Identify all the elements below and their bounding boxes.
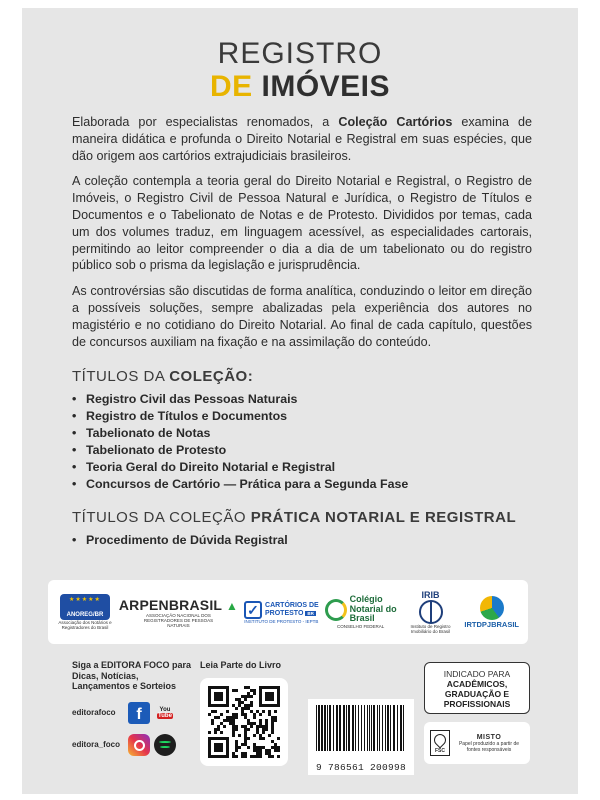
list-item: • Registro de Títulos e Documentos [72, 408, 578, 425]
list-item: • Teoria Geral do Direito Notarial e Registral [72, 459, 578, 476]
practice-titles-list [72, 532, 578, 549]
audience-line-3: GRADUAÇÃO E [444, 689, 510, 699]
social-handle-1: editorafoco [72, 708, 116, 717]
anoreg-badge-icon: ★★★★★ ANOREG/BR [60, 594, 110, 620]
fsc-badge [424, 722, 530, 764]
book-title [22, 38, 578, 104]
cartorios-badge: BR [307, 610, 314, 616]
youtube-you: You [159, 706, 171, 713]
arpen-caption: ASSOCIAÇÃO NACIONAL DOS REGISTRADORES DE PESSOAS NATURAIS [143, 612, 214, 628]
paragraph-2: A coleção contempla a teoria geral do Direito Notarial e Registral, o Registro de Imóveis, o Registro Civil de Pessoa Natural e Jurídica, o Registro de Títulos e Documentos e o Tabelionato de Notas e de Protesto. Divididos por temas, cada um dos volumes traduz, em linguagem acessível, as especialidades cartorais, permitindo ao leitor compreender o dia a dia de um tabelionato ou do registro público sob o prisma da legislação e jurisprudência. [72, 174, 532, 273]
social-row-2 [72, 734, 192, 756]
fsc-tree-icon [430, 730, 450, 756]
partner-logos [48, 580, 528, 644]
title-line-2 [22, 70, 578, 104]
anoreg-caption: Associação dos Notários e Registradores do Brasil [58, 620, 112, 630]
collection-heading-light: TÍTULOS DA [72, 368, 170, 386]
barcode-icon [308, 699, 414, 759]
spotify-icon[interactable] [154, 734, 176, 756]
social-row-1 [72, 702, 192, 724]
qr-block [200, 660, 288, 766]
irtdpj-name: IRTDPJBRASIL [464, 619, 520, 629]
cartorios-line-1: CARTÓRIOS DE [265, 601, 319, 609]
arpen-name: ARPENBRASIL [118, 596, 222, 613]
practice-heading-bold: PRÁTICA NOTARIAL E REGISTRAL [250, 509, 517, 527]
facebook-icon[interactable]: f [128, 702, 150, 724]
colegio-notarial-logo [325, 595, 397, 629]
list-item: • Tabelionato de Protesto [72, 442, 578, 459]
paragraph-3: As controvérsias são discutidas de forma analítica, conduzindo o leitor em direção a possíveis soluções, sempre abalizadas pela experiência dos autores no magistério e no cotidiano do Direito Notarial. Ao final de cada capítulo, questões de concursos auxiliam na fixação e na assimilação do conteúdo. [72, 284, 532, 349]
practice-heading-light: TÍTULOS DA COLEÇÃO [72, 509, 251, 527]
colegio-caption: CONSELHO FEDERAL [336, 623, 385, 629]
cartorios-line-2: PROTESTO [265, 609, 304, 617]
description [72, 114, 532, 350]
audience-line-2: ACADÊMICOS, [446, 679, 508, 689]
audience-badge [424, 662, 530, 714]
isbn-barcode [308, 699, 414, 775]
social-block [72, 660, 192, 756]
arpen-logo [119, 597, 238, 628]
social-handle-2: editora_foco [72, 740, 121, 749]
qr-code-icon [208, 686, 280, 758]
collection-heading-bold: COLEÇÃO: [169, 368, 254, 386]
qr-label: Leia Parte do Livro [200, 660, 282, 670]
audience-line-4: PROFISSIONAIS [443, 699, 511, 709]
cartorios-protesto-logo [244, 601, 319, 624]
title-highlight: DE [209, 70, 253, 103]
instagram-icon[interactable] [128, 734, 150, 756]
social-title: Siga a EDITORA FOCO para Dicas, Notícias, Lançamentos e Sorteios [72, 660, 192, 691]
colegio-line-3: Brasil [349, 613, 375, 624]
title-rest: IMÓVEIS [261, 70, 391, 103]
colegio-circle-icon [325, 599, 347, 621]
checkmark-icon: ✓ [244, 601, 262, 619]
irtdpj-logo [464, 596, 519, 629]
title-line-1: REGISTRO [217, 37, 383, 70]
irib-globe-icon [419, 600, 443, 624]
youtube-tube: Tube [158, 712, 172, 719]
list-item: • Concursos de Cartório — Prática para a Segunda Fase [72, 476, 578, 493]
cartorios-caption: INSTITUTO DE PROTESTO - IEPTB [244, 618, 319, 624]
fsc-note: Papel produzido a partir de fontes responsáveis [458, 740, 520, 753]
qr-code[interactable] [200, 678, 288, 766]
list-item: • Tabelionato de Notas [72, 425, 578, 442]
isbn-digits: 9 786561 200998 [315, 762, 406, 773]
list-item: • Procedimento de Dúvida Registral [72, 532, 578, 549]
practice-heading [72, 509, 578, 526]
fsc-label: MISTO [476, 733, 502, 741]
irib-caption: Instituto de Registro Imobiliário do Brasil [410, 624, 451, 634]
collection-name: Coleção Cartórios [338, 115, 453, 129]
collection-heading [72, 368, 578, 385]
colegio-line-1: Colégio [349, 594, 383, 605]
irib-name: IRIB [421, 590, 440, 600]
list-item: • Registro Civil das Pessoas Naturais [72, 391, 578, 408]
fsc-logo-text: FSC [435, 748, 445, 754]
anoreg-logo [57, 594, 113, 630]
irtdpj-swirl-icon [480, 596, 504, 620]
youtube-icon[interactable] [154, 702, 176, 724]
collection-titles-list [72, 391, 578, 493]
paragraph-1-pre: Elaborada por especialistas renomados, a [72, 115, 339, 129]
arpen-triangle-icon: ▲ [226, 598, 239, 613]
irib-logo [403, 590, 459, 634]
audience-line-1: INDICADO PARA [443, 669, 511, 679]
colegio-line-2: Notarial do [349, 603, 397, 614]
paragraph-1 [72, 114, 532, 164]
paragraph-1-post: examina de maneira didática e profunda o Direito Notarial e Registral em suas espécies, que dão origem aos cartórios extrajudiciais brasileiros. [72, 115, 532, 163]
anoreg-badge-text: ANOREG/BR [66, 612, 104, 618]
